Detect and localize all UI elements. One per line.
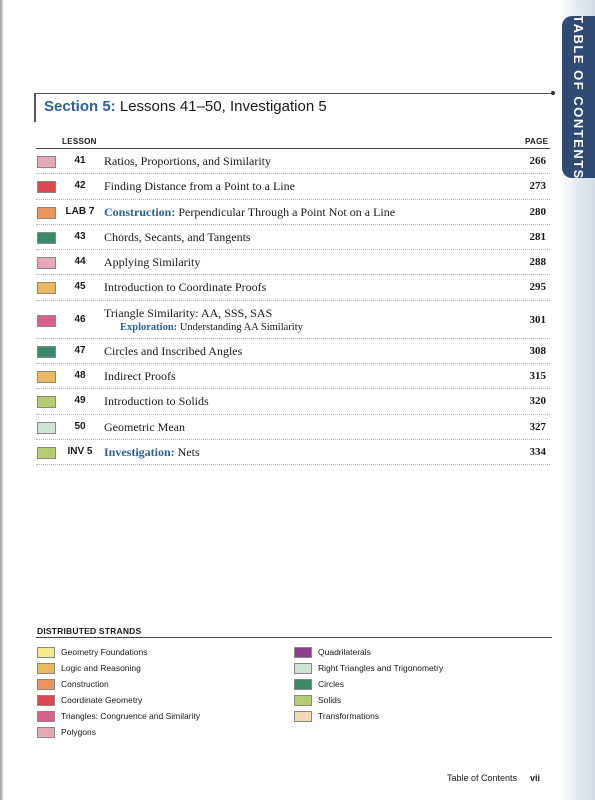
strand-swatch	[37, 727, 55, 738]
lesson-number: 44	[74, 256, 86, 268]
lesson-title[interactable]	[104, 179, 295, 194]
lesson-number: 45	[74, 281, 86, 293]
strand-item	[37, 661, 141, 675]
page-number: 301	[529, 313, 546, 326]
strand-swatch	[294, 679, 312, 690]
lesson-title[interactable]	[104, 230, 251, 245]
strand-label: Geometry Foundations	[61, 647, 148, 657]
page-number: 273	[529, 180, 546, 193]
lesson-row[interactable]	[36, 225, 550, 250]
strand-color-swatch	[37, 371, 56, 383]
lesson-subtitle[interactable]	[120, 322, 303, 333]
strand-color-swatch	[37, 346, 56, 358]
strand-item	[294, 677, 344, 691]
page-number: 281	[529, 230, 546, 243]
page-number: 327	[529, 420, 546, 433]
strand-label: Polygons	[61, 727, 96, 737]
exploration-title: Understanding AA Similarity	[177, 321, 303, 333]
page-edge	[0, 0, 3, 800]
lesson-number: 42	[74, 180, 86, 192]
strand-color-swatch	[37, 232, 56, 244]
lesson-row[interactable]	[36, 415, 550, 440]
strand-color-swatch	[37, 156, 56, 168]
lesson-title-text: Indirect Proofs	[104, 369, 176, 384]
page-number: 308	[529, 344, 546, 357]
lesson-row[interactable]	[36, 275, 550, 300]
strand-label: Circles	[318, 679, 344, 689]
lesson-number: 49	[74, 395, 86, 407]
strand-swatch	[37, 711, 55, 722]
lesson-title[interactable]	[104, 420, 185, 435]
strand-label: Construction	[61, 679, 109, 689]
strand-color-swatch	[37, 282, 56, 294]
lesson-number: 47	[74, 344, 86, 356]
page-number: 288	[529, 256, 546, 269]
section-name: Lessons 41–50, Investigation 5	[119, 98, 327, 115]
strand-swatch	[37, 695, 55, 706]
lesson-title-text: Ratios, Proportions, and Similarity	[104, 154, 271, 168]
lesson-row[interactable]	[36, 440, 550, 465]
strand-swatch	[37, 679, 55, 690]
lesson-row[interactable]	[36, 389, 550, 414]
rule-end-dot	[551, 91, 555, 95]
lesson-title-text: Nets	[174, 444, 200, 459]
lesson-title[interactable]	[104, 394, 209, 409]
page-number: 320	[529, 395, 546, 408]
strand-label: Solids	[318, 695, 342, 705]
lesson-title[interactable]	[104, 205, 395, 220]
strand-color-swatch	[37, 207, 56, 219]
strand-item	[37, 645, 147, 659]
lesson-title-text: Applying Similarity	[104, 255, 201, 270]
page-number: 266	[529, 155, 546, 167]
lesson-number: INV 5	[67, 445, 93, 457]
lesson-type-label: Investigation:	[104, 444, 175, 459]
lesson-title-text: Introduction to Coordinate Proofs	[104, 280, 267, 295]
lesson-title-text: Perpendicular Through a Point Not on a Line	[175, 204, 396, 219]
lesson-column-header: LESSON	[62, 137, 97, 146]
strand-label: Transformations	[318, 711, 380, 721]
strand-color-swatch	[37, 315, 56, 327]
strand-label: Quadrilaterals	[318, 647, 371, 657]
lesson-row[interactable]	[36, 250, 550, 275]
page-number: 280	[529, 205, 546, 218]
strand-item	[37, 725, 96, 739]
strand-swatch	[294, 711, 312, 722]
lesson-title[interactable]	[104, 255, 200, 270]
page-column-header: PAGE	[525, 137, 549, 146]
lesson-title-text: Chords, Secants, and Tangents	[104, 229, 251, 244]
table-of-contents-tab[interactable]	[562, 16, 595, 178]
section-header	[34, 93, 553, 122]
strand-label: Triangles: Congruence and Similarity	[61, 711, 201, 721]
strand-item	[37, 677, 109, 691]
footer-page-number: vii	[530, 773, 541, 783]
footer-label: Table of Contents	[447, 773, 518, 783]
lesson-title-text: Triangle Similarity: AA, SSS, SAS	[104, 305, 273, 320]
strand-item	[294, 693, 341, 707]
strand-swatch	[37, 663, 55, 674]
lesson-row[interactable]	[36, 174, 550, 199]
lesson-number: 41	[74, 155, 86, 166]
strand-swatch	[294, 695, 312, 706]
tab-label: TABLE OF CONTENTS	[571, 14, 587, 180]
lesson-row[interactable]	[36, 301, 550, 339]
lesson-title-text: Circles and Inscribed Angles	[104, 343, 243, 358]
page-number: 315	[529, 370, 546, 383]
lesson-number: 43	[74, 230, 86, 242]
strands-heading: DISTRIBUTED STRANDS	[37, 626, 142, 636]
strand-item	[294, 661, 443, 675]
section-title	[44, 98, 327, 115]
lesson-title[interactable]	[104, 445, 200, 460]
strand-color-swatch	[37, 181, 56, 193]
strand-swatch	[37, 647, 55, 658]
strand-item	[37, 693, 142, 707]
lesson-title[interactable]	[104, 344, 242, 359]
lesson-title-text: Finding Distance from a Point to a Line	[104, 179, 295, 194]
page-number: 334	[529, 445, 546, 458]
strands-rule	[36, 637, 552, 638]
strand-color-swatch	[37, 396, 56, 408]
strand-label: Right Triangles and Trigonometry	[318, 663, 444, 673]
lesson-row[interactable]	[36, 149, 550, 174]
strand-item	[294, 645, 371, 659]
lesson-number: 48	[74, 370, 86, 382]
lesson-number: 46	[74, 313, 86, 325]
strand-label: Coordinate Geometry	[61, 695, 143, 705]
lesson-list	[36, 149, 550, 465]
lesson-number: 50	[74, 420, 86, 432]
lesson-type-label: Construction:	[104, 204, 176, 219]
strand-label: Logic and Reasoning	[61, 663, 141, 673]
section-number: Section 5:	[44, 98, 116, 115]
lesson-row[interactable]	[36, 200, 550, 225]
strand-swatch	[294, 647, 312, 658]
exploration-label: Exploration:	[120, 321, 178, 333]
lesson-title-text: Introduction to Solids	[104, 394, 209, 409]
strand-swatch	[294, 663, 312, 674]
strand-color-swatch	[37, 422, 56, 434]
strand-item	[37, 709, 200, 723]
strand-color-swatch	[37, 257, 56, 269]
strand-color-swatch	[37, 447, 56, 459]
lesson-title-text: Geometric Mean	[104, 419, 185, 434]
lesson-row[interactable]	[36, 364, 550, 389]
lesson-title[interactable]	[104, 306, 272, 321]
page-number: 295	[529, 281, 546, 294]
lesson-title[interactable]	[104, 154, 271, 169]
strand-item	[294, 709, 379, 723]
lesson-number: LAB 7	[65, 205, 95, 217]
lesson-title[interactable]	[104, 369, 176, 384]
lesson-title[interactable]	[104, 280, 266, 295]
lesson-row[interactable]	[36, 339, 550, 364]
